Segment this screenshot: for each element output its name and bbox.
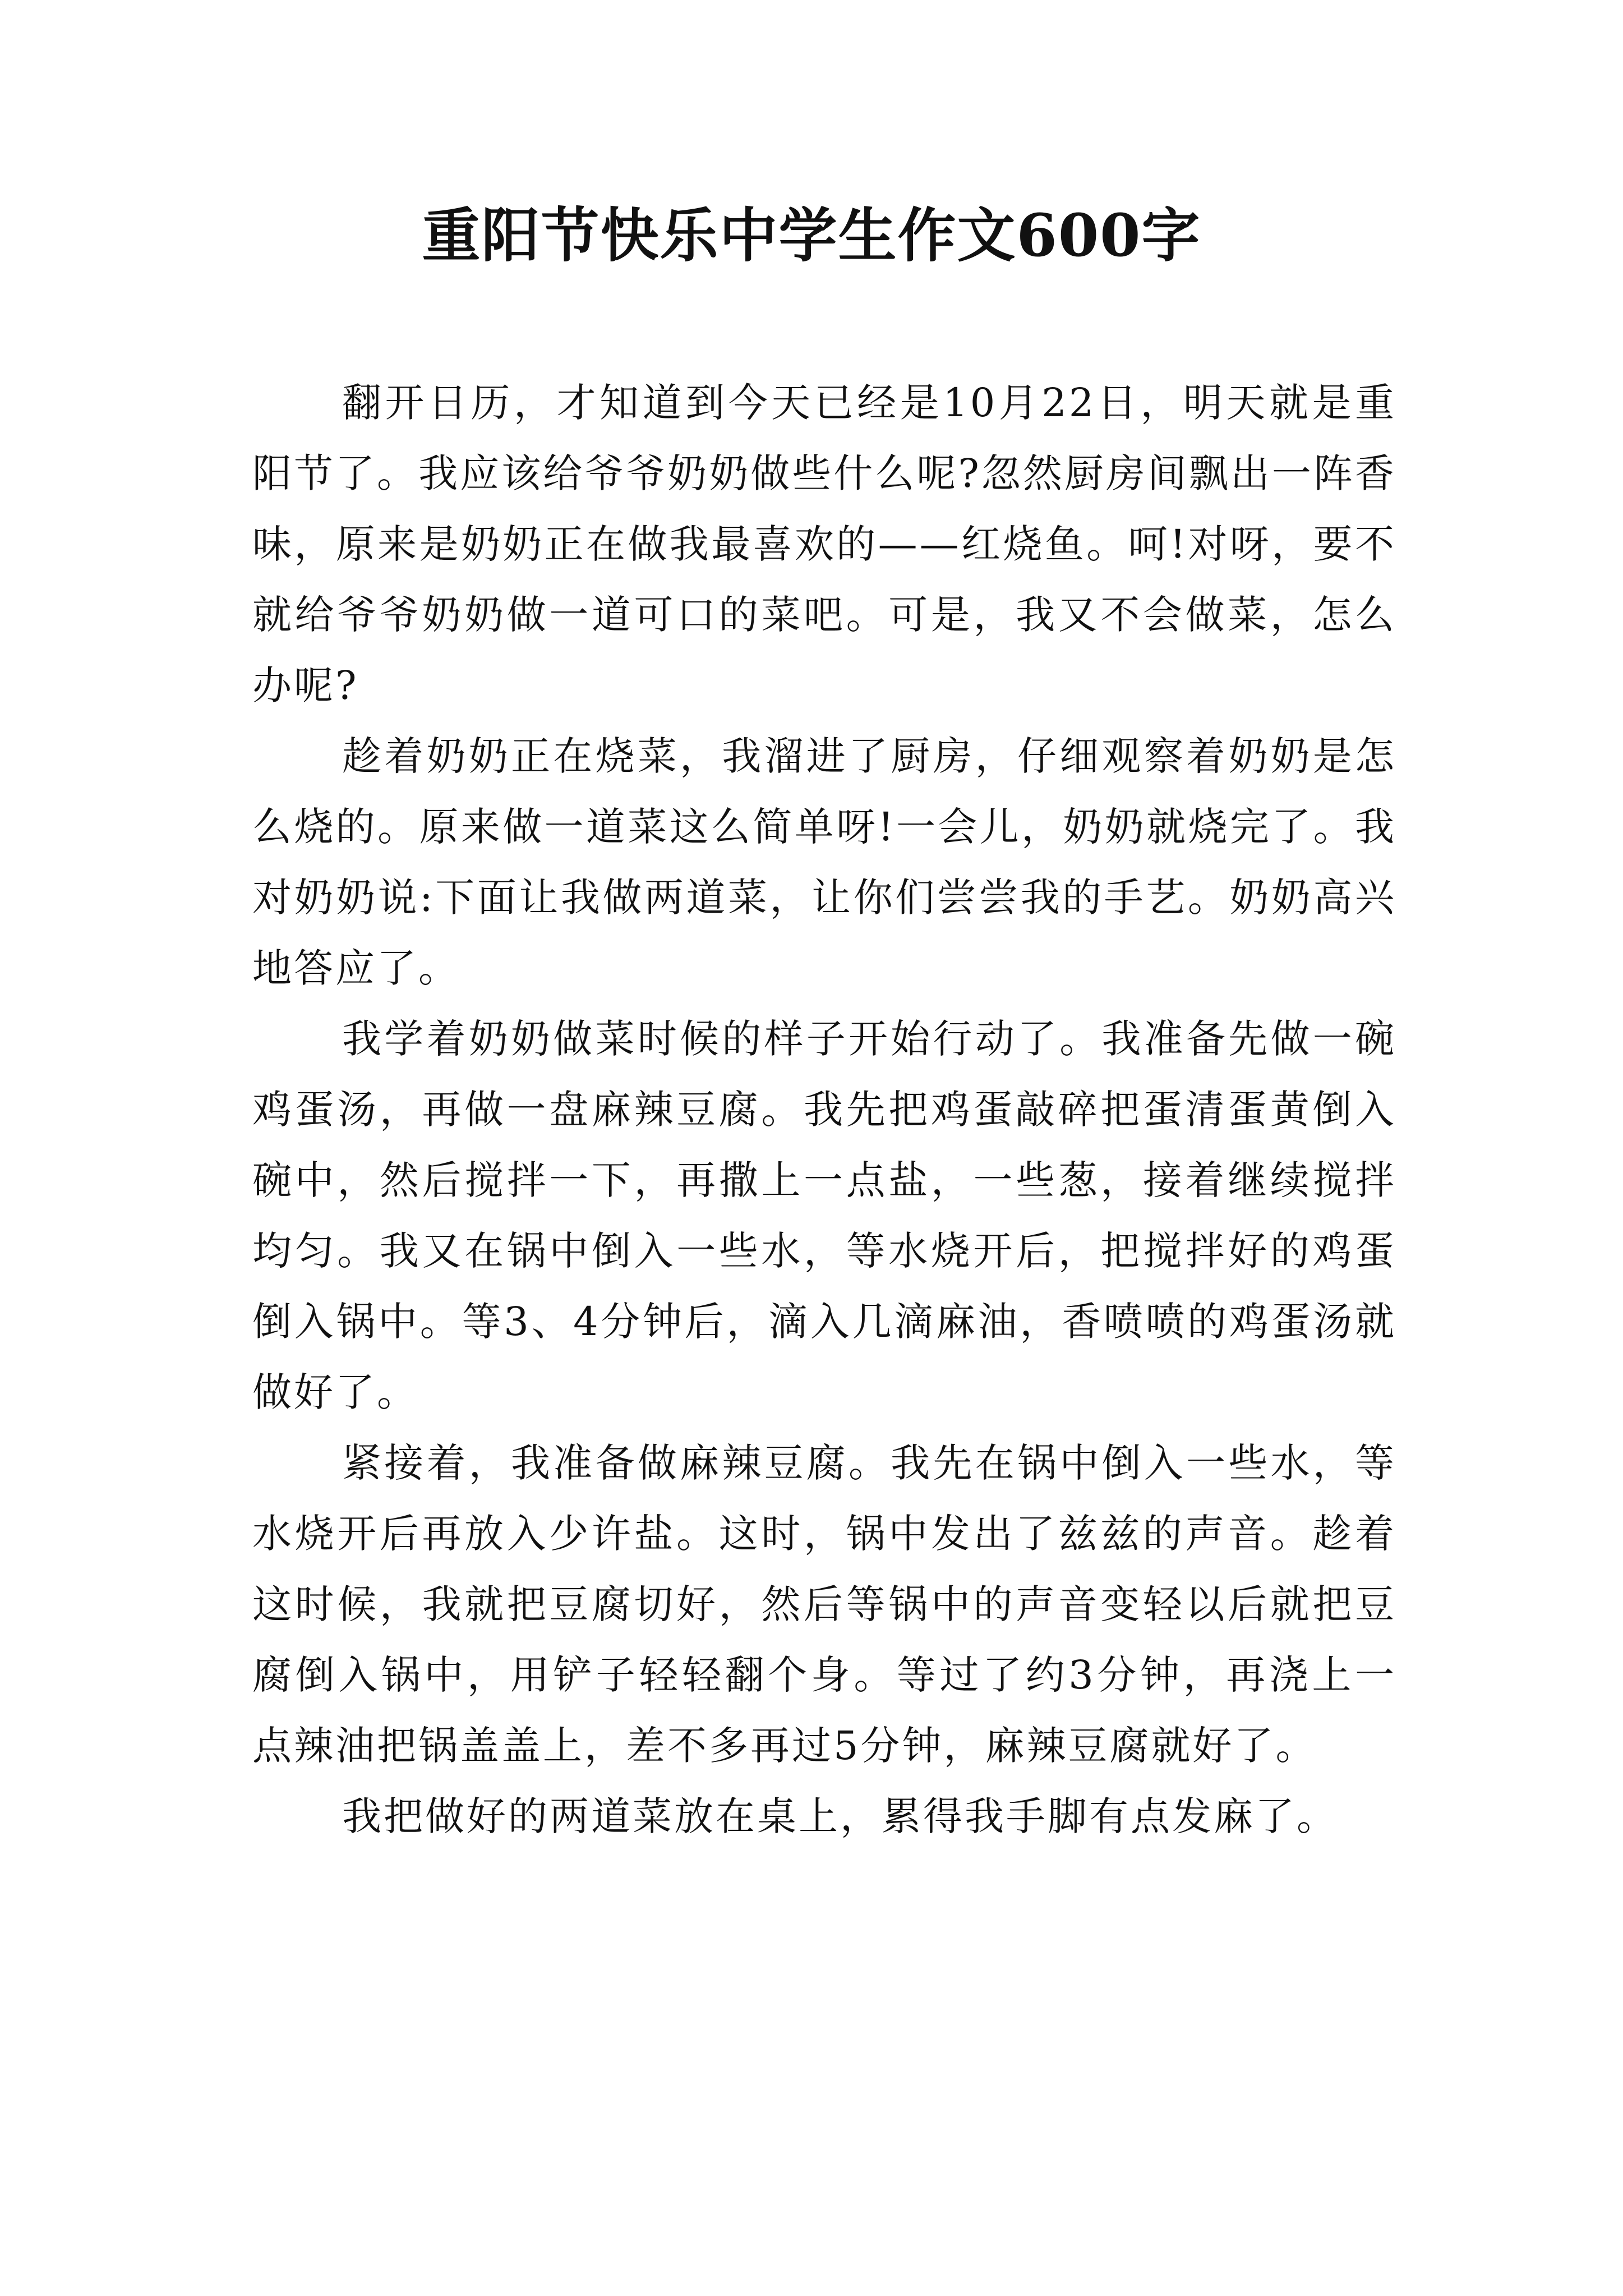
paragraph: 我学着奶奶做菜时候的样子开始行动了。我准备先做一碗鸡蛋汤，再做一盘麻辣豆腐。我先把鸡蛋敲碎把蛋清蛋黄倒入碗中，然后搅拌一下，再撒上一点盐，一些葱，接着继续搅拌均匀。我又在锅中倒入一些水，等水烧开后，把搅拌好的鸡蛋倒入锅中。等3、4分钟后，滴入几滴麻油，香喷喷的鸡蛋汤就做好了。: [252, 1016, 1396, 1415]
paragraph: 翻开日历，才知道到今天已经是10月22日，明天就是重阳节了。我应该给爷爷奶奶做些什么呢?忽然厨房间飘出一阵香味，原来是奶奶正在做我最喜欢的——红烧鱼。呵!对呀，要不就给爷爷奶奶做一道可口的菜吧。可是，我又不会做菜，怎么办呢?: [252, 380, 1396, 708]
document-title: 重阳节快乐中学生作文600字: [422, 201, 1201, 270]
document-body: [252, 367, 1396, 1852]
paragraph: 我把做好的两道菜放在桌上，累得我手脚有点发麻了。: [342, 1793, 1338, 1839]
paragraph: 紧接着，我准备做麻辣豆腐。我先在锅中倒入一些水，等水烧开后再放入少许盐。这时，锅中发出了兹兹的声音。趁着这时候，我就把豆腐切好，然后等锅中的声音变轻以后就把豆腐倒入锅中，用铲子轻轻翻个身。等过了约3分钟，再浇上一点辣油把锅盖盖上，差不多再过5分钟，麻辣豆腐就好了。: [252, 1440, 1396, 1769]
paragraph: 趁着奶奶正在烧菜，我溜进了厨房，仔细观察着奶奶是怎么烧的。原来做一道菜这么简单呀!一会儿，奶奶就烧完了。我对奶奶说:下面让我做两道菜，让你们尝尝我的手艺。奶奶高兴地答应了。: [252, 733, 1396, 991]
